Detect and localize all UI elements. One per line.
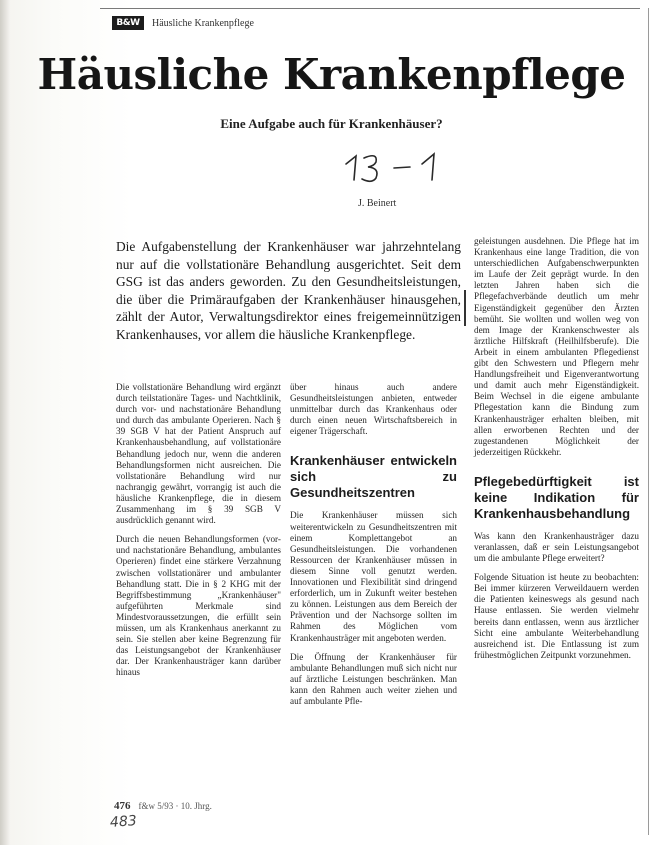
top-rule	[100, 8, 640, 9]
handwritten-margin-note: 483	[109, 813, 138, 831]
lead-text: Die Aufgabenstellung der Krankenhäuser war jahrzehntelang nur auf die vollstationäre Behandlung ausgerichtet. Seit dem GSG ist das anders geworden. Zu den Gesundheitsleistungen, die über die Primäraufgaben der Krankenhäuser hinausgehen, zählt der Autor, Verwaltungsdirektor eines freigemeinnützigen Krankenhauses, vor allem die häusliche Krankenpflege.	[116, 239, 461, 342]
column-2	[290, 382, 457, 715]
section-heading-pflegebeduerftigkeit: Pflegebedürftigkeit ist keine Indikation für Krankenhausbehandlung	[474, 473, 639, 521]
section-heading-gesundheitszentren: Krankenhäuser entwickeln sich zu Gesundheitszentren	[290, 453, 457, 501]
article-title: Häusliche Krankenpflege	[37, 50, 626, 99]
handwritten-annotation	[338, 146, 458, 186]
running-head-text: Häusliche Krankenpflege	[152, 17, 254, 29]
author-byline: J. Beinert	[358, 198, 397, 209]
col1-paragraph: Durch die neuen Behandlungsformen (vor- und nachstationäre Behandlung, ambulantes Operieren) findet eine stärkere Verzahnung zwischen vollstationärer und ambulanter Behandlung statt. Die in § 2 KHG mit der Begriffsbestimmung „Krankenhäuser" aufgeführten Merkmale sind Mindestvoraussetzungen, die erfüllt sein müssen, um als Krankenhaus anerkannt zu sein. Sie stellen aber keine Begrenzung für das Leistungsangebot der Krankenhäuser dar. Der Krankenhausträger kann darüber hinaus	[116, 534, 281, 678]
column-1	[116, 382, 281, 686]
col1-paragraph: Die vollstationäre Behandlung wird ergänzt durch teilstationäre Tages- und Nachtklinik, durch vor- und nachstationäre Behandlung und durch das ambulante Operieren. Nach § 39 SGB V hat der Patient Anspruch auf Krankenhausbehandlung, auf vollstationäre Behandlung jedoch nur, wenn die anderen Behandlungsformen nicht ausreichen. Die vollstationäre Behandlung wird nur nachrangig gewährt, vorrangig ist auch die häusliche Krankenpflege, die in diesem Zusammenhang im § 39 SGB V ausdrücklich genannt wird.	[116, 382, 281, 526]
col3-paragraph: Folgende Situation ist heute zu beobachten: Bei immer kürzeren Verweildauern werden die Patienten keineswegs als gesund nach Hause entlassen. Sie werden vielmehr bereits dann entlassen, wenn aus ärztlicher Sicht eine ambulante Weiterbehandlung ausreichend ist. Die Entlassung ist zum frühestmöglichen Zeitpunkt vorzunehmen.	[474, 572, 639, 660]
journal-logo: B&W	[112, 16, 144, 30]
col2-paragraph: Die Öffnung der Krankenhäuser für ambulante Behandlungen muß sich nicht nur auf ärztliche Leistungen beschränken. Man kann den Rahmen auch weiter ziehen und auf ambulante Pfle-	[290, 651, 457, 706]
lead-paragraph	[116, 238, 461, 343]
col3-paragraph: Was kann den Krankenhausträger dazu veranlassen, daß er sein Leistungsangebot um die ambulante Pflege erweitert?	[474, 530, 639, 564]
running-header	[112, 14, 254, 32]
page-number: 476	[114, 800, 131, 812]
right-rule	[648, 8, 649, 835]
margin-mark	[464, 290, 466, 326]
col2-intro: über hinaus auch andere Gesundheitsleistungen anbieten, entweder unmittelbar durch das Krankenhaus oder durch einen neuen Wirtschaftsbereich in eigener Trägerschaft.	[290, 382, 457, 437]
column-3	[474, 236, 639, 669]
journal-reference: f&w 5/93 · 10. Jhrg.	[138, 801, 212, 811]
page-footer	[114, 800, 212, 812]
col3-intro: geleistungen ausdehnen. Die Pflege hat im Krankenhaus eine lange Tradition, die von unterschiedlichen Aufgabenschwerpunkten im Laufe der Zeit geprägt wurde. In den letzten Jahren haben sich die Pflegefachverbände deutlich um mehr Eigenständigkeit gegenüber den Ärzten bemüht. Sie wollten und wollen weg von dem Image der Krankenschwester als ärztliche Hilfskraft (Heilhilfsberufe). Die Arbeit in einem ambulanten Pflegedienst gibt den Schwestern und Pflegern mehr Handlungsfreiheit und Eigenverantwortung und damit auch mehr Eigenständigkeit. Beim Wechsel in die eigene ambulante Pflegestation kann die Bindung zum Krankenhausträger erhalten bleiben, mit allen erworbenen Rechten und der zugestandenen Möglichkeit der jederzeitigen Rückkehr.	[474, 236, 639, 457]
article-subtitle: Eine Aufgabe auch für Krankenhäuser?	[220, 116, 443, 131]
col2-paragraph: Die Krankenhäuser müssen sich weiterentwickeln zu Gesundheitszentren mit einem Komplettangebot an Gesundheitsleistungen. Die vorhandenen Ressourcen der Krankenhäuser müssen in diesem Sinne voll genutzt werden. Innovationen und Flexibilität sind dringend erforderlich, um in Zukunft weiter bestehen zu können. Leistungen aus dem Bereich der Prävention und der Nachsorge sollten im Rahmen des Möglichen vom Krankenhausträger mit angeboten werden.	[290, 510, 457, 643]
